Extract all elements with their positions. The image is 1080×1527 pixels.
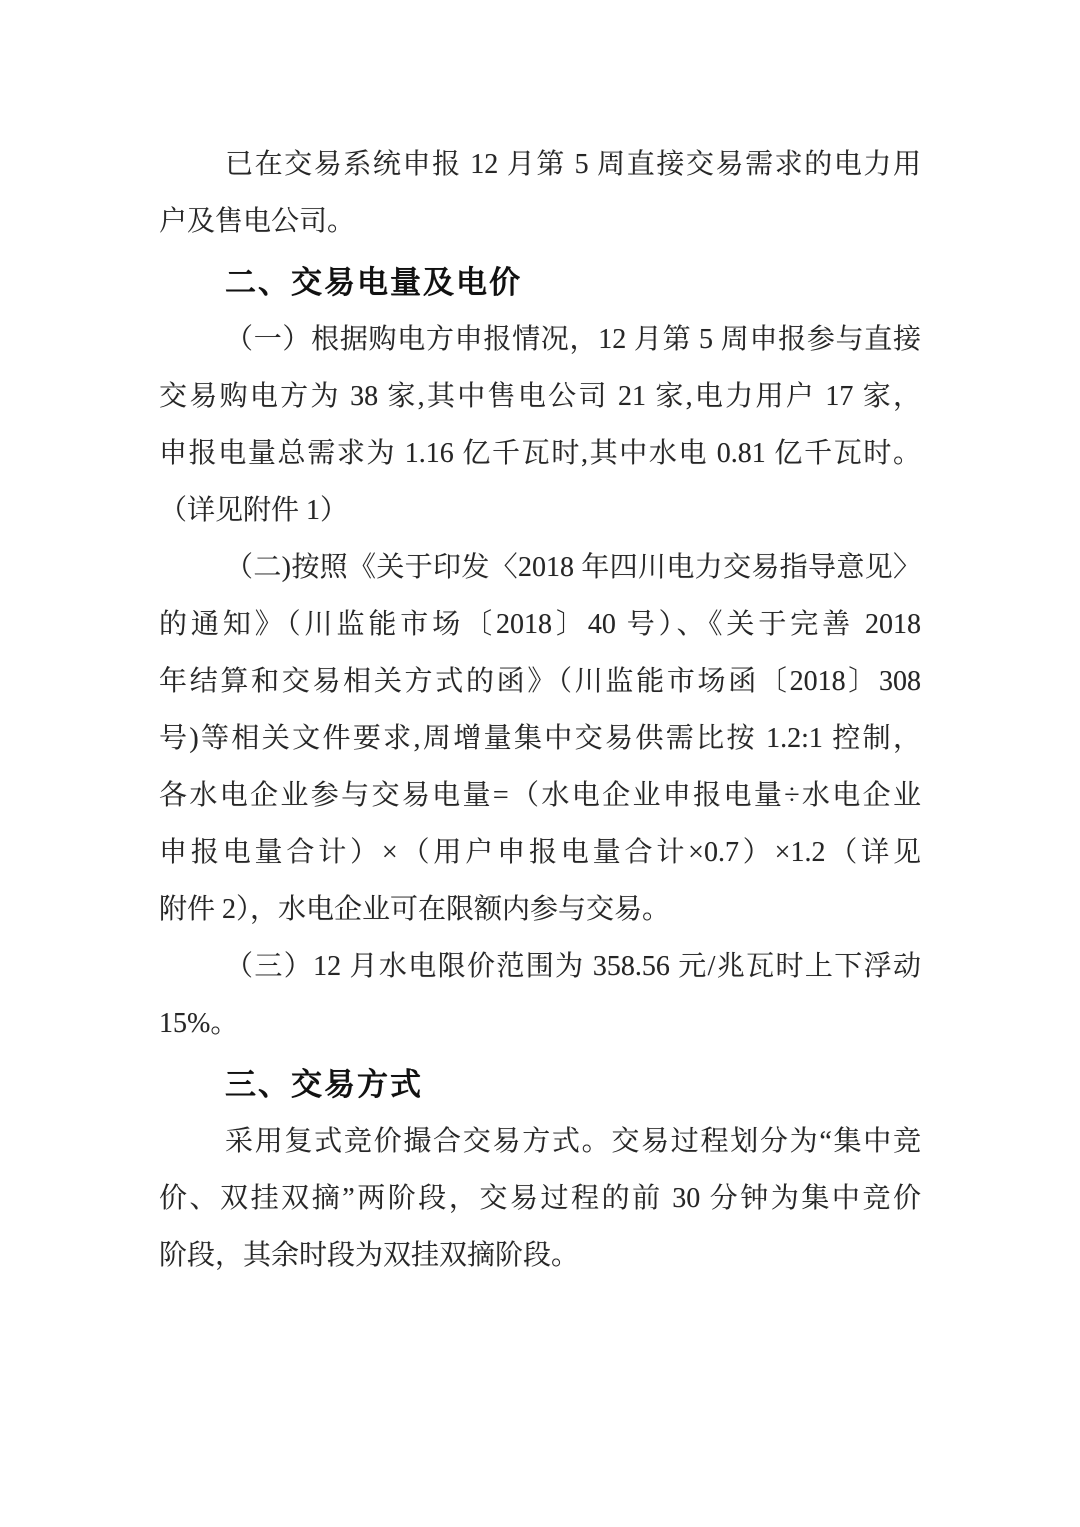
text-line: 采用复式竞价撮合交易方式。交易过程划分为“集中竞 (225, 1126, 921, 1157)
text-line: 交易购电方为 38 家,其中售电公司 21 家,电力用户 17 家， (159, 381, 921, 412)
text-line: 的通知》（川监能市场〔2018〕40 号）、《关于完善 2018 (159, 609, 921, 640)
paragraph-item-3 (159, 938, 921, 1052)
section-heading-trade-volume-price: 二、交易电量及电价 (225, 265, 522, 300)
text-line: 号)等相关文件要求,周增量集中交易供需比按 1.2:1 控制， (159, 723, 921, 754)
text-line: 15%。 (159, 1008, 239, 1039)
text-line: 申报电量合计）×（用户申报电量合计×0.7）×1.2（详见 (159, 837, 921, 868)
text-line: 已在交易系统申报 12 月第 5 周直接交易需求的电力用 (225, 149, 921, 180)
text-line: 各水电企业参与交易电量=（水电企业申报电量÷水电企业 (159, 780, 921, 811)
text-line: 年结算和交易相关方式的函》（川监能市场函〔2018〕308 (159, 666, 921, 697)
paragraph-item-1 (159, 311, 921, 539)
text-line: 申报电量总需求为 1.16 亿千瓦时,其中水电 0.81 亿千瓦时。 (159, 438, 921, 469)
text-line: 附件 2），水电企业可在限额内参与交易。 (159, 894, 671, 925)
text-line: （三）12 月水电限价范围为 358.56 元/兆瓦时上下浮动 (225, 951, 921, 982)
text-line: （详见附件 1） (159, 495, 349, 526)
section-heading-trade-method: 三、交易方式 (225, 1067, 423, 1102)
paragraph-intro (159, 136, 921, 250)
text-line: 户及售电公司。 (159, 206, 356, 237)
paragraph-item-2 (159, 539, 921, 938)
paragraph-trade-method (159, 1113, 921, 1284)
text-line: 阶段，其余时段为双挂双摘阶段。 (159, 1240, 580, 1271)
text-line: 价、双挂双摘”两阶段，交易过程的前 30 分钟为集中竞价 (159, 1183, 921, 1214)
text-line: （二)按照《关于印发〈2018 年四川电力交易指导意见〉 (225, 552, 921, 583)
text-line: （一）根据购电方申报情况，12 月第 5 周申报参与直接 (225, 324, 921, 355)
